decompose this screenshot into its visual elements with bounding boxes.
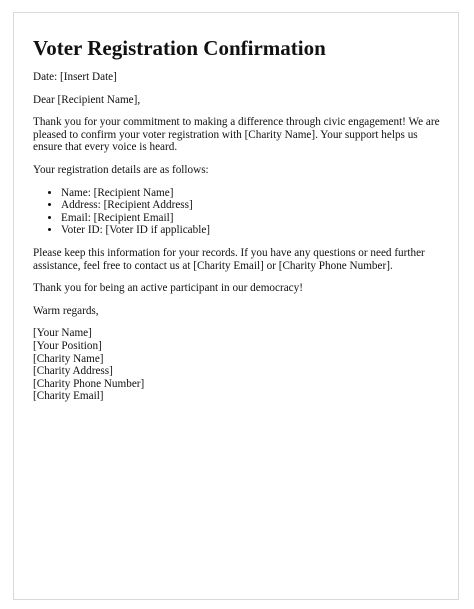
detail-email: • Email: [Recipient Email]: [61, 212, 441, 225]
detail-name: • Name: [Recipient Name]: [61, 187, 441, 200]
detail-address: • Address: [Recipient Address]: [61, 199, 441, 212]
letter-page: [13, 12, 459, 600]
letter-content: [33, 35, 441, 403]
signature-charity-name: [Charity Name]: [33, 352, 104, 365]
letter-closing: Warm regards,: [33, 304, 99, 317]
letter-paragraph-democracy: Thank you for being an active participant in our democracy!: [33, 282, 303, 295]
signature-charity-email: [Charity Email]: [33, 390, 104, 403]
letter-paragraph-records: Please keep this information for your records. If you have any questions or need further assistance, feel free to contact us at [Charity Email] or [Charity Phone Number].: [33, 246, 425, 272]
signature-block: [33, 327, 441, 403]
detail-voter-id: • Voter ID: [Voter ID if applicable]: [61, 224, 441, 237]
registration-details-list: [33, 187, 441, 237]
signature-name: [Your Name]: [33, 327, 92, 340]
signature-charity-phone: [Charity Phone Number]: [33, 377, 145, 390]
signature-position: [Your Position]: [33, 339, 102, 352]
signature-charity-address: [Charity Address]: [33, 365, 113, 378]
letter-date: Date: [Insert Date]: [33, 71, 117, 83]
details-intro: Your registration details are as follows:: [33, 163, 209, 176]
letter-salutation: Dear [Recipient Name],: [33, 93, 141, 106]
letter-paragraph-thanks: Thank you for your commitment to making a difference through civic engagement! We are pleased to confirm your voter registration with [Charity Name]. Your support helps us ensure that every voice is heard.: [33, 116, 440, 154]
letter-title: Voter Registration Confirmation: [33, 36, 326, 60]
